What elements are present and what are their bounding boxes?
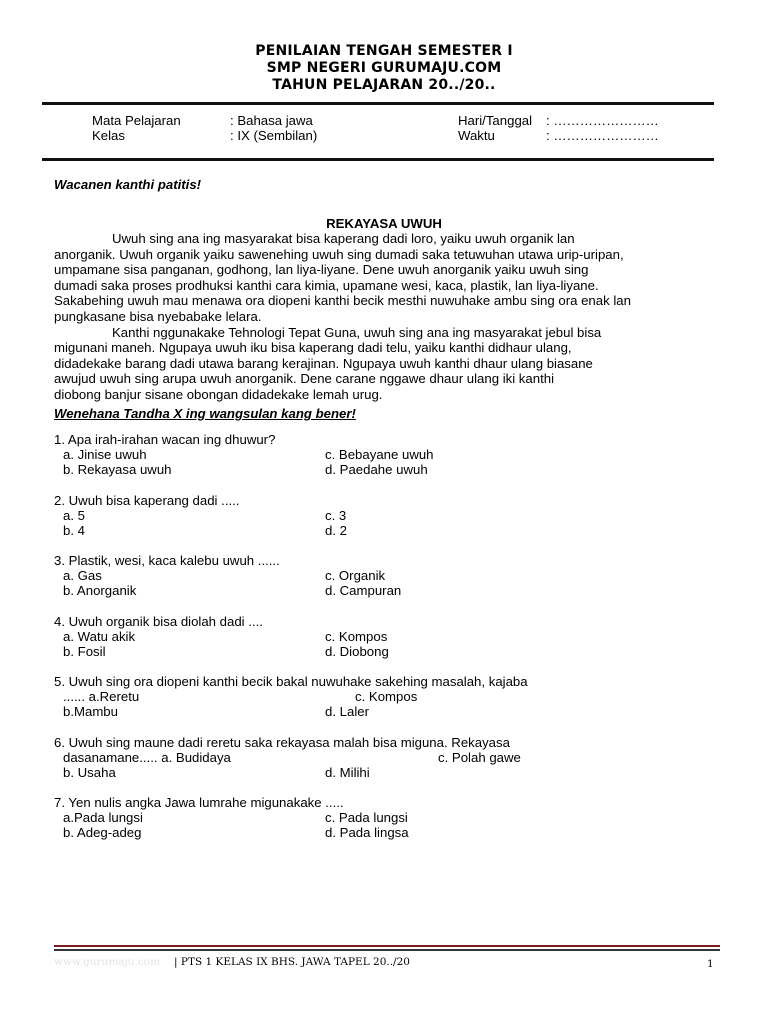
question-4: 4. Uwuh organik bisa diolah dadi .... [54,614,263,629]
q3-option-a[interactable]: a. Gas [63,568,102,583]
reading-line: didadekake barang dadi utawa barang kerajinan. Ngupaya uwuh kanthi dhaur ulang biasane [54,355,593,371]
footer-text: | PTS 1 KELAS IX BHS. JAWA TAPEL 20../20 [174,956,410,968]
q2-option-c[interactable]: c. 3 [325,508,347,523]
reading-line: dumadi saka proses prodhuksi kanthi cara kimia, upamane wesi, kaca, plastik, lan liya-liyane. [54,277,599,293]
question-5: 5. Uwuh sing ora diopeni kanthi becik bakal nuwuhake sakehing masalah, kajaba [54,674,528,689]
q6-option-b[interactable]: b. Usaha [63,765,116,780]
q1-option-c[interactable]: c. Bebayane uwuh [325,447,434,462]
reading-line: migunani maneh. Ngupaya uwuh iku bisa kaperang dadi telu, yaiku kanthi didhaur ulang, [54,340,572,356]
q5-option-d[interactable]: d. Laler [325,704,369,719]
reading-line: umpamane sisa panganan, godhong, lan liya-liyane. Dene uwuh anorganik yaiku uwuh sing [54,262,589,278]
question-7: 7. Yen nulis angka Jawa lumrahe migunakake ..... [54,795,344,810]
q5-option-b[interactable]: b.Mambu [63,704,118,719]
page-number: 1 [707,958,714,970]
q5-option-a[interactable]: ...... a.Reretu [63,689,140,704]
reading-line: diobong banjur sisane obongan didadekake lemah urug. [54,386,383,402]
header-line1: PENILAIAN TENGAH SEMESTER I [255,43,513,59]
q1-option-d[interactable]: d. Paedahe uwuh [325,462,428,477]
q1-option-b[interactable]: b. Rekayasa uwuh [63,462,172,477]
q4-option-c[interactable]: c. Kompos [325,629,388,644]
q6-option-a[interactable]: dasanamane..... a. Budidaya [63,750,231,765]
q7-option-d[interactable]: d. Pada lingsa [325,825,409,840]
reading-line: Sakabehing uwuh mau menawa ora diopeni kanthi becik mesthi nuwuhake ambu sing ora enak lan [54,293,631,309]
q2-option-b[interactable]: b. 4 [63,523,85,538]
q7-option-c[interactable]: c. Pada lungsi [325,810,408,825]
date-label: Hari/Tanggal [458,113,533,128]
q6-option-c[interactable]: c. Polah gawe [438,750,521,765]
q7-option-b[interactable]: b. Adeg-adeg [63,825,142,840]
q4-option-a[interactable]: a. Watu akik [63,629,136,644]
q7-option-a[interactable]: a.Pada lungsi [63,810,143,825]
reading-title: REKAYASA UWUH [326,216,442,231]
q2-option-a[interactable]: a. 5 [63,508,85,523]
date-value: : …………………… [546,113,659,128]
q2-option-d[interactable]: d. 2 [325,523,347,538]
header-rule-bottom [42,158,714,161]
subject-label: Mata Pelajaran [92,113,181,128]
instruction-read: Wacanen kanthi patitis! [54,177,202,192]
q3-option-d[interactable]: d. Campuran [325,583,402,598]
question-1: 1. Apa irah-irahan wacan ing dhuwur? [54,432,276,447]
question-3: 3. Plastik, wesi, kaca kalebu uwuh ...... [54,553,280,568]
reading-line: anorganik. Uwuh organik yaiku sawenehing uwuh sing dumadi saka tetuwuhan utawa urip-uripan, [54,246,624,262]
header-line3: TAHUN PELAJARAN 20../20.. [272,77,496,93]
footer-rule-dark [54,949,720,951]
q5-option-c[interactable]: c. Kompos [355,689,418,704]
reading-line: Uwuh sing ana ing masyarakat bisa kaperang dadi loro, yaiku uwuh organik lan [112,231,575,246]
q1-option-a[interactable]: a. Jinise uwuh [63,447,147,462]
reading-passage [54,231,722,403]
q3-option-b[interactable]: b. Anorganik [63,583,137,598]
reading-line: awujud uwuh sing arupa uwuh anorganik. Dene carane nggawe dhaur ulang iki kanthi [54,371,554,387]
footer-rule-red [54,945,720,947]
question-6: 6. Uwuh sing maune dadi reretu saka rekayasa malah bisa miguna. Rekayasa [54,735,510,750]
q6-option-d[interactable]: d. Milihi [325,765,370,780]
footer-watermark: www.gurumaju.com [54,956,161,968]
time-value: : …………………… [546,128,659,143]
header-line2: SMP NEGERI GURUMAJU.COM [266,60,502,76]
reading-line: pungkasane bisa nyebabake lelara. [54,308,262,324]
time-label: Waktu [458,128,495,143]
q4-option-d[interactable]: d. Diobong [325,644,389,659]
question-2: 2. Uwuh bisa kaperang dadi ..... [54,493,240,508]
reading-line: Kanthi nggunakake Tehnologi Tepat Guna, uwuh sing ana ing masyarakat jebul bisa [112,324,602,340]
subject-value: : Bahasa jawa [230,113,313,128]
class-label: Kelas [92,128,125,143]
q4-option-b[interactable]: b. Fosil [63,644,106,659]
q3-option-c[interactable]: c. Organik [325,568,386,583]
class-value: : IX (Sembilan) [230,128,318,143]
header-rule-top [42,102,714,105]
instruction-answer: Wenehana Tandha X ing wangsulan kang bener! [54,406,356,421]
